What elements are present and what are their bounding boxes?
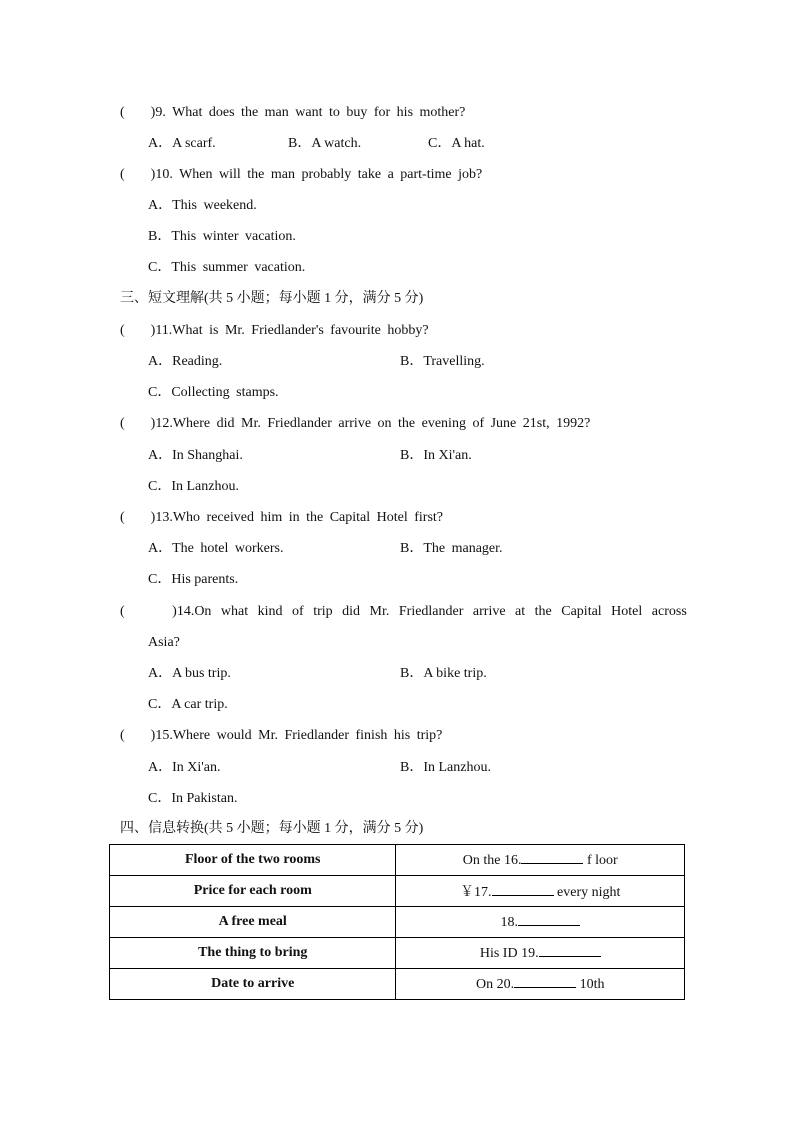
row-label: The thing to bring (110, 938, 396, 969)
value-prefix: On 20. (475, 977, 515, 992)
value-prefix: 18. (500, 915, 518, 930)
table-row (110, 907, 685, 938)
row-value (396, 938, 685, 969)
answer-blank-16[interactable] (521, 851, 583, 864)
question-12-option-c: C．In Lanzhou. (148, 479, 239, 494)
row-label: Date to arrive (110, 969, 396, 1000)
answer-blank-19[interactable] (539, 944, 601, 957)
value-prefix: ￥17. (460, 885, 492, 900)
question-12-stem: ( )12.Where did Mr. Friedlander arrive on the evening of June 21st, 1992? (120, 416, 591, 431)
question-12-option-a: A．In Shanghai. (148, 448, 243, 463)
question-10-option-a: A．This weekend. (148, 198, 257, 213)
question-14-stem-line1: ( )14.On what kind of trip did Mr. Friedlander arrive at the Capital Hotel across (120, 604, 687, 619)
section-4-title: 四、信息转换(共 5 小题；每小题 1 分，满分 5 分) (120, 821, 424, 836)
table-row (110, 876, 685, 907)
value-prefix: His ID 19. (479, 946, 539, 961)
question-13-option-b: B．The manager. (400, 541, 503, 556)
row-value (396, 876, 685, 907)
answer-blank-20[interactable] (514, 975, 576, 988)
question-9-option-a: A．A scarf. (148, 136, 216, 151)
table-row (110, 969, 685, 1000)
question-11-stem: ( )11.What is Mr. Friedlander's favourite hobby? (120, 323, 429, 338)
info-table (109, 844, 685, 1000)
row-label: A free meal (110, 907, 396, 938)
question-14-option-b: B．A bike trip. (400, 666, 487, 681)
question-15-option-a: A．In Xi'an. (148, 760, 221, 775)
answer-blank-17[interactable] (492, 883, 554, 896)
row-value (396, 845, 685, 876)
value-suffix: f loor (583, 853, 618, 868)
value-suffix: every night (553, 885, 621, 900)
row-label: Floor of the two rooms (110, 845, 396, 876)
question-10-option-b: B．This winter vacation. (148, 229, 296, 244)
question-11-option-a: A．Reading. (148, 354, 223, 369)
question-15-option-c: C．In Pakistan. (148, 791, 238, 806)
question-10-option-c: C．This summer vacation. (148, 260, 306, 275)
value-suffix: 10th (576, 977, 605, 992)
question-13-option-c: C．His parents. (148, 572, 239, 587)
question-11-option-b: B．Travelling. (400, 354, 485, 369)
row-value (396, 907, 685, 938)
table-row (110, 845, 685, 876)
table-row (110, 938, 685, 969)
value-prefix: On the 16. (462, 853, 522, 868)
question-14-stem-line2: Asia? (148, 635, 180, 650)
question-9-option-b: B．A watch. (288, 136, 362, 151)
question-9-option-c: C．A hat. (428, 136, 485, 151)
section-3-title: 三、短文理解(共 5 小题；每小题 1 分，满分 5 分) (120, 291, 424, 306)
question-14-option-c: C．A car trip. (148, 697, 228, 712)
row-value (396, 969, 685, 1000)
question-13-stem: ( )13.Who received him in the Capital Hotel first? (120, 510, 444, 525)
answer-blank-18[interactable] (518, 913, 580, 926)
question-11-option-c: C．Collecting stamps. (148, 385, 279, 400)
row-label: Price for each room (110, 876, 396, 907)
question-15-option-b: B．In Lanzhou. (400, 760, 491, 775)
question-14-option-a: A．A bus trip. (148, 666, 231, 681)
question-9-stem: ( )9. What does the man want to buy for his mother? (120, 105, 466, 120)
question-15-stem: ( )15.Where would Mr. Friedlander finish his trip? (120, 728, 443, 743)
question-12-option-b: B．In Xi'an. (400, 448, 472, 463)
question-13-option-a: A．The hotel workers. (148, 541, 284, 556)
question-10-stem: ( )10. When will the man probably take a part-time job? (120, 167, 483, 182)
